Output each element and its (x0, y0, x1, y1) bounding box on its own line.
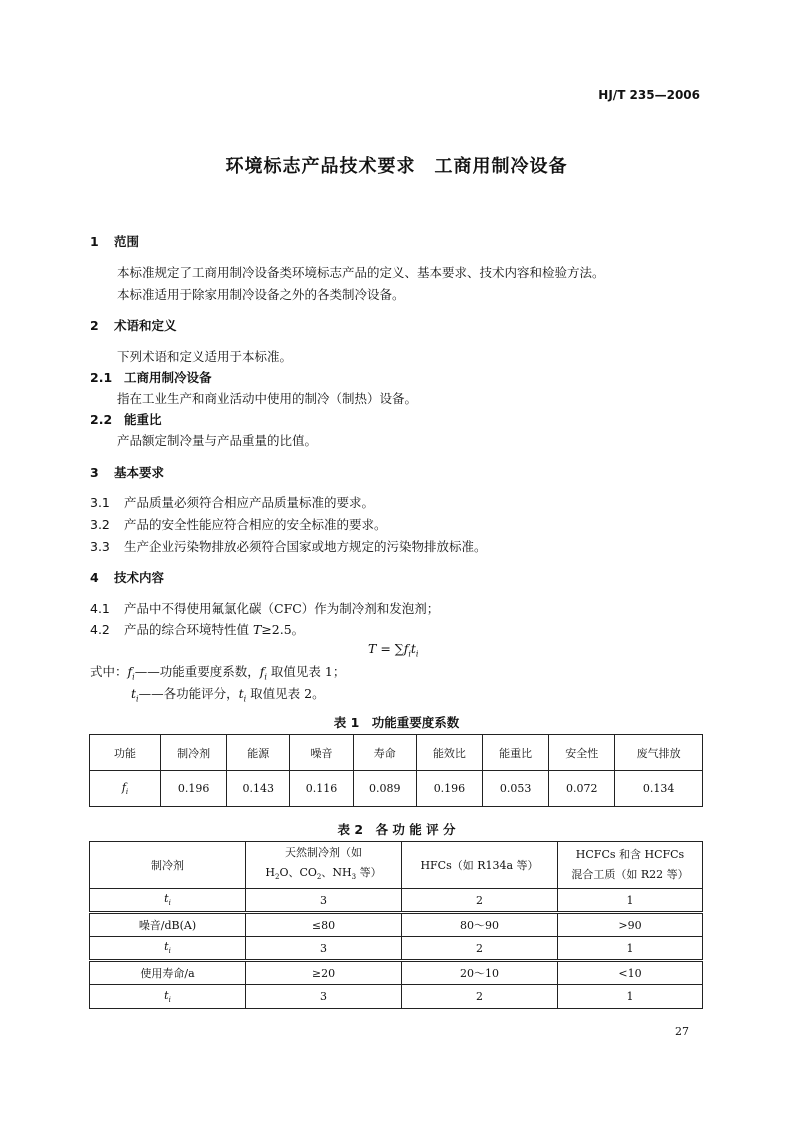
table-2-cell: ≥20 (246, 961, 402, 985)
clause-3-2: 3.2 产品的安全性能应符合相应的安全标准的要求。 (90, 517, 387, 532)
table-1-cell: 0.053 (483, 771, 549, 807)
term-2-1-definition: 指在工业生产和商业活动中使用的制冷（制热）设备。 (117, 391, 418, 406)
document-title: 环境标志产品技术要求 工商用制冷设备 (225, 156, 568, 177)
table-2-cell: 2 (402, 889, 558, 913)
table-2-cell: 2 (402, 985, 558, 1009)
table-1-header-cell: 安全性 (549, 735, 615, 771)
table-2-row (90, 985, 703, 1009)
table-1-cell: 0.134 (615, 771, 703, 807)
table-2-cell: 3 (246, 937, 402, 961)
table-2-row-label: $t_i$ (90, 937, 246, 961)
clause-4-2: 4.2 产品的综合环境特性值 T≥2.5。 (90, 622, 305, 637)
section-2-para-1: 下列术语和定义适用于本标准。 (117, 349, 293, 364)
section-1-heading: 1 范围 (90, 234, 140, 249)
section-1-para-1: 本标准规定了工商用制冷设备类环境标志产品的定义、基本要求、技术内容和检验方法。 (117, 265, 605, 280)
table-1-header-cell: 功能 (90, 735, 161, 771)
table-2-header-cell: HCFCs 和含 HCFCs 混合工质（如 R22 等） (558, 842, 703, 889)
table-2-row (90, 889, 703, 913)
table-1-header-cell: 能源 (227, 735, 290, 771)
table-1-row-label: $f_i$ (90, 771, 161, 807)
table-2-cell: 80～90 (402, 913, 558, 937)
table-1 (89, 734, 703, 807)
table-2 (89, 841, 703, 1009)
table-2-cell: 3 (246, 889, 402, 913)
term-2-2-heading: 2.2 能重比 (90, 412, 162, 427)
table-1-cell: 0.116 (290, 771, 353, 807)
clause-4-1: 4.1 产品中不得使用氟氯化碳（CFC）作为制冷剂和发泡剂； (90, 601, 440, 616)
table-2-row-label: $t_i$ (90, 985, 246, 1009)
table-2-row (90, 937, 703, 961)
table-1-header-cell: 废气排放 (615, 735, 703, 771)
table-2-caption: 表 2 各 功 能 评 分 (337, 822, 456, 837)
term-2-1-heading: 2.1 工商用制冷设备 (90, 370, 212, 385)
formula-where-1: 式中：$f_i——$功能重要度系数，$f_i$ 取值见表 1； (90, 664, 346, 682)
section-2-heading: 2 术语和定义 (90, 318, 177, 333)
table-2-header-cell: 天然制冷剂（如 $H_2O$、$CO_2$、$NH_3$ 等） (246, 842, 402, 889)
formula: $T = \sum f_it_i$ (368, 641, 419, 659)
table-2-row (90, 913, 703, 937)
table-2-row-label: 使用寿命/a (90, 961, 246, 985)
term-2-2-definition: 产品额定制冷量与产品重量的比值。 (117, 433, 318, 448)
section-3-heading: 3 基本要求 (90, 465, 165, 480)
table-2-cell: 1 (558, 937, 703, 961)
table-1-header-cell: 寿命 (353, 735, 416, 771)
table-2-row-label: $t_i$ (90, 889, 246, 913)
table-2-row-label: 噪音/dB(A) (90, 913, 246, 937)
clause-3-3: 3.3 生产企业污染物排放必须符合国家或地方规定的污染物排放标准。 (90, 539, 487, 554)
table-1-cell: 0.196 (161, 771, 227, 807)
table-1-cell: 0.143 (227, 771, 290, 807)
table-2-header-cell: HFCs（如 R134a 等） (402, 842, 558, 889)
table-1-header-cell: 制冷剂 (161, 735, 227, 771)
table-1-header-cell: 能重比 (483, 735, 549, 771)
page-number: 27 (675, 1025, 689, 1038)
table-1-cell: 0.089 (353, 771, 416, 807)
table-2-cell: ≤80 (246, 913, 402, 937)
table-1-header-row (90, 735, 703, 771)
table-1-caption: 表 1 功能重要度系数 (333, 715, 460, 730)
table-2-cell: 20～10 (402, 961, 558, 985)
section-1-para-2: 本标准适用于除家用制冷设备之外的各类制冷设备。 (117, 287, 405, 302)
table-2-cell: 1 (558, 889, 703, 913)
table-1-cell: 0.196 (416, 771, 482, 807)
table-2-header-row (90, 842, 703, 889)
clause-3-1: 3.1 产品质量必须符合相应产品质量标准的要求。 (90, 495, 375, 510)
table-1-value-row (90, 771, 703, 807)
table-1-header-cell: 噪音 (290, 735, 353, 771)
table-1-cell: 0.072 (549, 771, 615, 807)
table-2-cell: 1 (558, 985, 703, 1009)
formula-where-2: $t_i——$各功能评分，$t_i$ 取值见表 2。 (131, 686, 325, 704)
section-4-heading: 4 技术内容 (90, 570, 165, 585)
table-2-cell: 3 (246, 985, 402, 1009)
table-2-cell: 2 (402, 937, 558, 961)
standard-number: HJ/T 235—2006 (598, 88, 700, 102)
table-2-cell: <10 (558, 961, 703, 985)
table-1-header-cell: 能效比 (416, 735, 482, 771)
table-2-header-cell: 制冷剂 (90, 842, 246, 889)
table-2-row (90, 961, 703, 985)
table-2-cell: >90 (558, 913, 703, 937)
